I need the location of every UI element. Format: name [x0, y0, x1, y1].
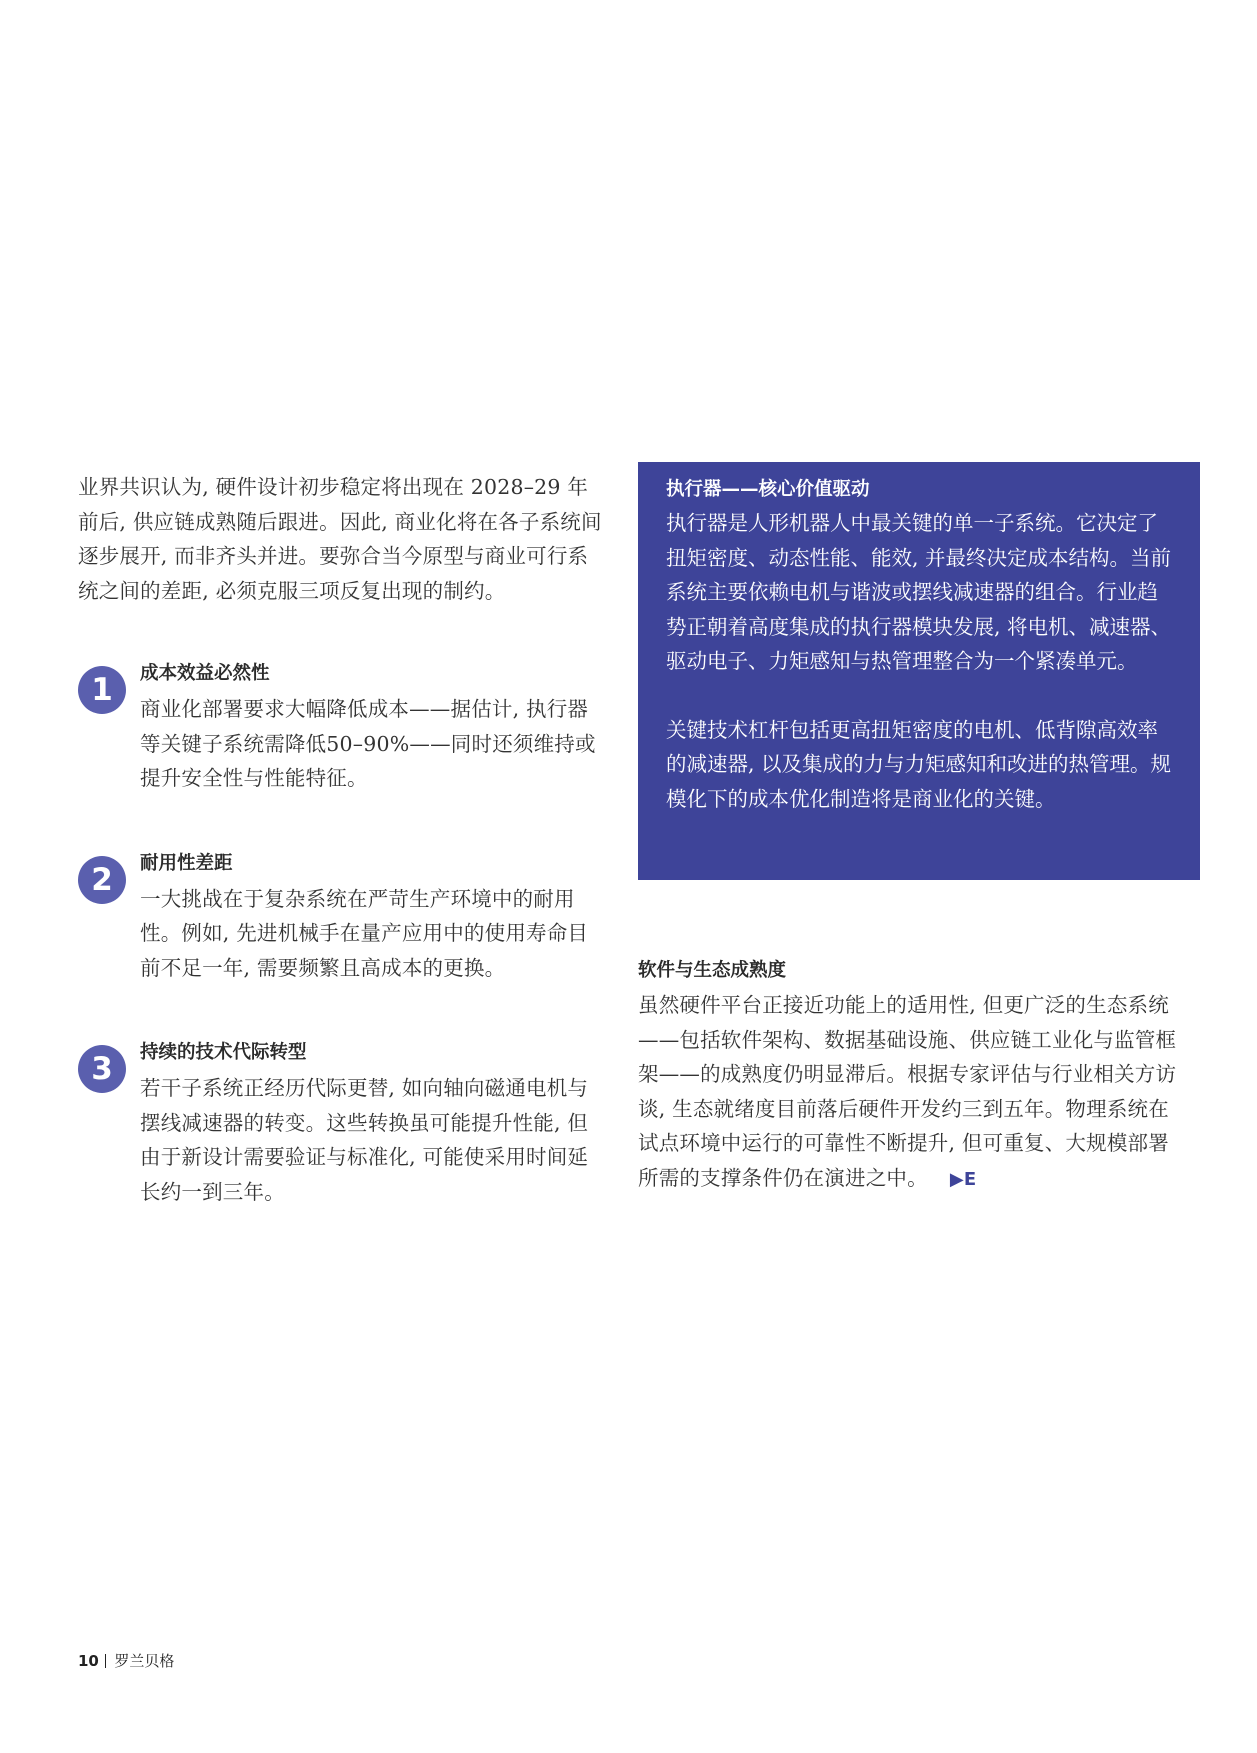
- page-footer: [78, 1650, 174, 1671]
- footer-divider: [105, 1654, 107, 1668]
- constraint-text-2: 一大挑战在于复杂系统在严苛生产环境中的耐用性。例如, 先进机械手在量产应用中的使用寿命目前不足一年, 需要频繁且高成本的更换。: [140, 886, 589, 980]
- page-number: 10: [78, 1652, 99, 1670]
- constraint-text-3: 若干子系统正经历代际更替, 如向轴向磁通电机与摆线减速器的转变。这些转换虽可能提升性能, 但由于新设计需要验证与标准化, 可能使采用时间延长约一到三年。: [140, 1076, 589, 1204]
- constraint-heading-1: 成本效益必然性: [140, 663, 270, 684]
- callout-paragraph-2: 关键技术杠杆包括更高扭矩密度的电机、低背隙高效率的减速器, 以及集成的力与力矩感知和改进的热管理。规模化下的成本优化制造将是商业化的关键。: [666, 717, 1172, 811]
- constraint-heading-3: 持续的技术代际转型: [140, 1042, 307, 1063]
- constraint-item-1: [78, 658, 608, 796]
- actuator-callout-box: [638, 462, 1200, 880]
- intro-paragraph: 业界共识认为, 硬件设计初步稳定将出现在 2028–29 年前后, 供应链成熟随后跟进。因此, 商业化将在各子系统间逐步展开, 而非齐头并进。要弥合当今原型与商业可行系统之间的差距, 必须克服三项反复出现的制约。: [78, 475, 602, 603]
- software-section-paragraph: [638, 988, 1178, 1197]
- software-section-heading: 软件与生态成熟度: [638, 960, 787, 981]
- constraint-item-2: [78, 848, 608, 986]
- number-badge-1: 1: [78, 666, 126, 714]
- left-column: [78, 470, 608, 1209]
- constraint-text-1: 商业化部署要求大幅降低成本——据估计, 执行器等关键子系统需降低50–90%——同时还须维持或提升安全性与性能特征。: [140, 697, 596, 790]
- end-mark-icon: ▶E: [949, 1168, 977, 1190]
- publisher-name: 罗兰贝格: [114, 1652, 175, 1670]
- number-badge-3: 3: [78, 1045, 126, 1093]
- callout-paragraph-1: 执行器是人形机器人中最关键的单一子系统。它决定了扭矩密度、动态性能、能效, 并最终决定成本结构。当前系统主要依赖电机与谐波或摆线减速器的组合。行业趋势正朝着高度集成的执行器模块发展, 将电机、减速器、驱动电子、力矩感知与热管理整合为一个紧凑单元。: [666, 511, 1172, 673]
- constraint-heading-2: 耐用性差距: [140, 852, 233, 874]
- software-section: [638, 955, 1178, 1197]
- software-section-text: 虽然硬件平台正接近功能上的适用性, 但更广泛的生态系统——包括软件架构、数据基础设施、供应链工业化与监管框架——的成熟度仍明显滞后。根据专家评估与行业相关方访谈, 生态就绪度目前落后硬件开发约三到五年。物理系统在试点环境中运行的可靠性不断提升, 但可重复、大规模部署所需的支撑条件仍在演进之中。: [638, 993, 1177, 1190]
- constraint-item-3: [78, 1037, 608, 1209]
- number-badge-2: 2: [78, 856, 126, 904]
- callout-heading: 执行器——核心价值驱动: [666, 479, 870, 500]
